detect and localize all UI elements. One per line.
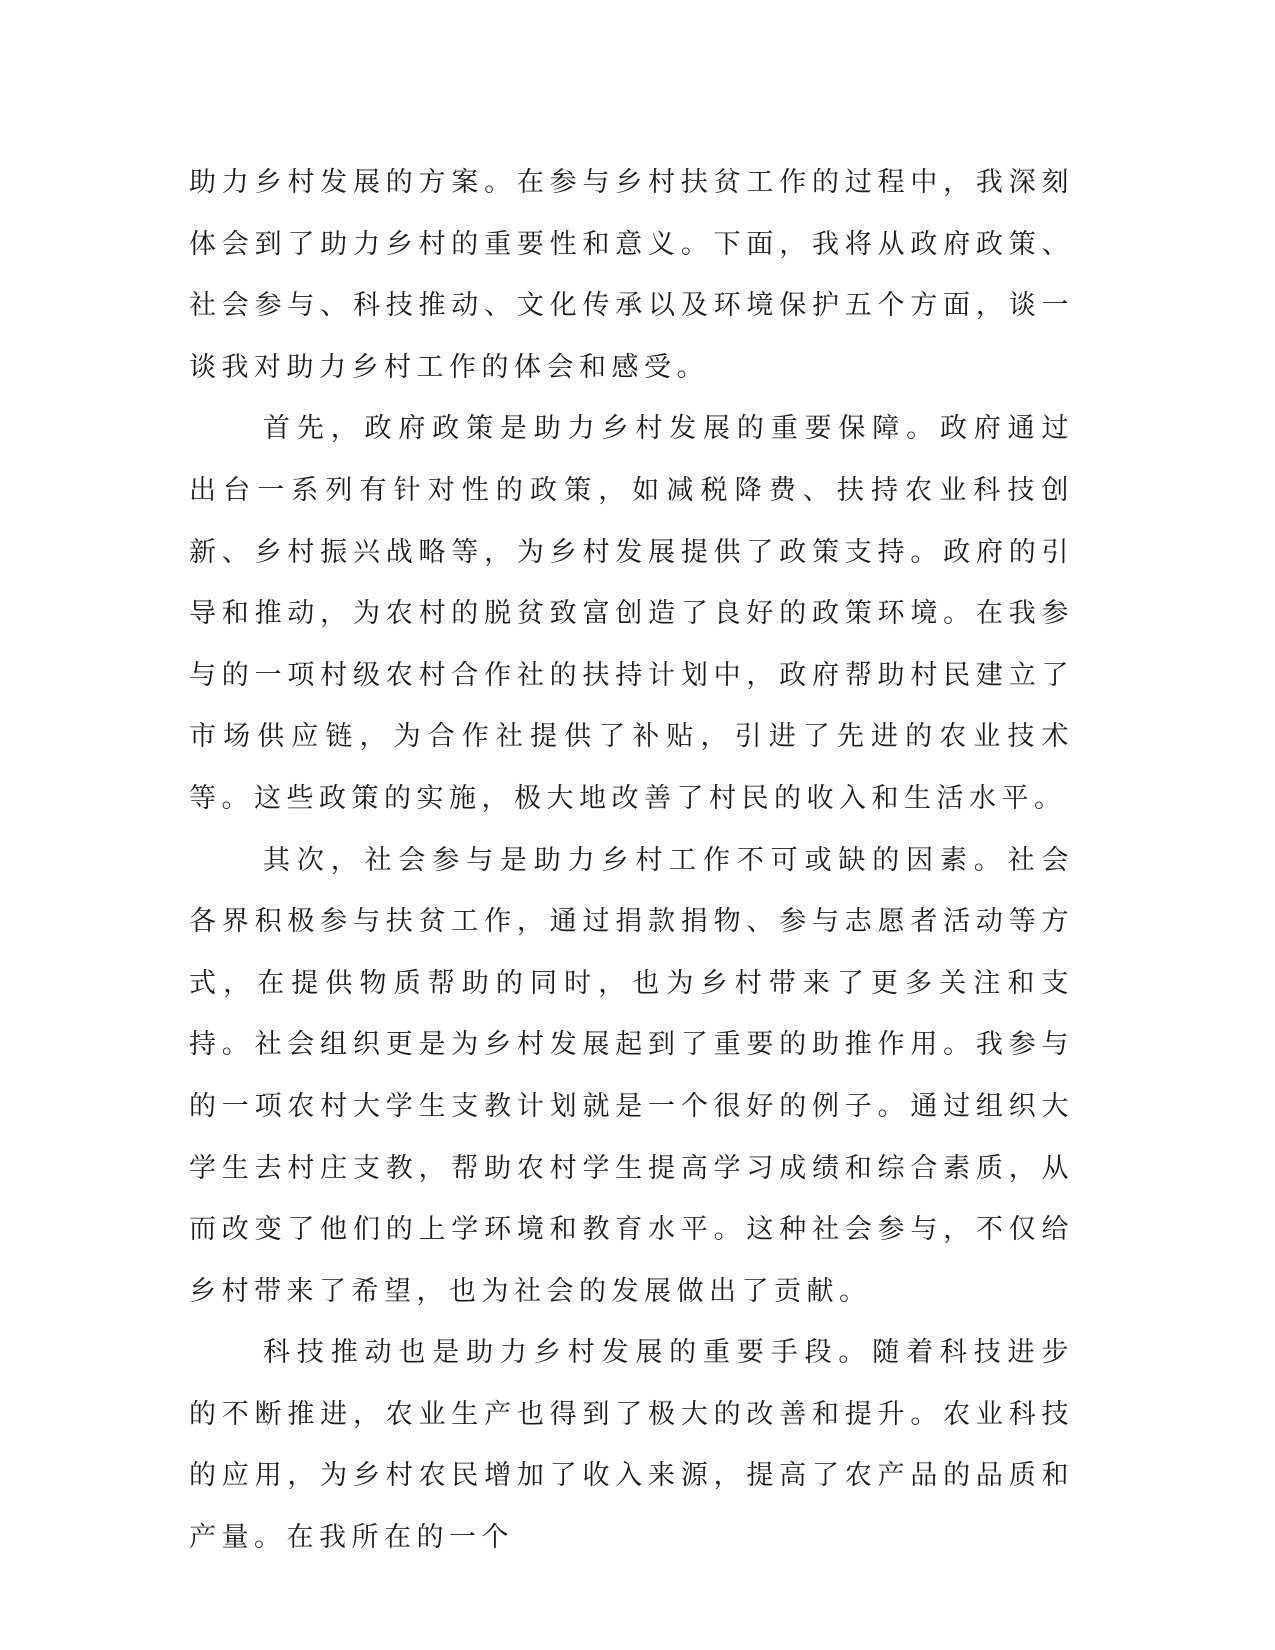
- paragraph-social-participation: 其次，社会参与是助力乡村工作不可或缺的因素。社会各界积极参与扶贫工作，通过捐款捐物、参与志愿者活动等方式，在提供物质帮助的同时，也为乡村带来了更多关注和支持。社会组织更是为乡村发展起到了重要的助推作用。我参与的一项农村大学生支教计划就是一个很好的例子。通过组织大学生去村庄支教，帮助农村学生提高学习成绩和综合素质，从而改变了他们的上学环境和教育水平。这种社会参与，不仅给乡村带来了希望，也为社会的发展做出了贡献。: [189, 844, 1074, 1307]
- paragraph-intro-continued: 助力乡村发展的方案。在参与乡村扶贫工作的过程中，我深刻体会到了助力乡村的重要性和意义。下面，我将从政府政策、社会参与、科技推动、文化传承以及环境保护五个方面，谈一谈我对助力乡村工作的体会和感受。: [189, 167, 1074, 383]
- document-body: [189, 152, 1074, 1569]
- paragraph-technology: 科技推动也是助力乡村发展的重要手段。随着科技进步的不断推进，农业生产也得到了极大的改善和提升。农业科技的应用，为乡村农民增加了收入来源，提高了农产品的品质和产量。在我所在的一个: [189, 1337, 1074, 1554]
- paragraph-government-policy: 首先，政府政策是助力乡村发展的重要保障。政府通过出台一系列有针对性的政策，如减税降费、扶持农业科技创新、乡村振兴战略等，为乡村发展提供了政策支持。政府的引导和推动，为农村的脱贫致富创造了良好的政策环境。在我参与的一项村级农村合作社的扶持计划中，政府帮助村民建立了市场供应链，为合作社提供了补贴，引进了先进的农业技术等。这些政策的实施，极大地改善了村民的收入和生活水平。: [189, 413, 1074, 814]
